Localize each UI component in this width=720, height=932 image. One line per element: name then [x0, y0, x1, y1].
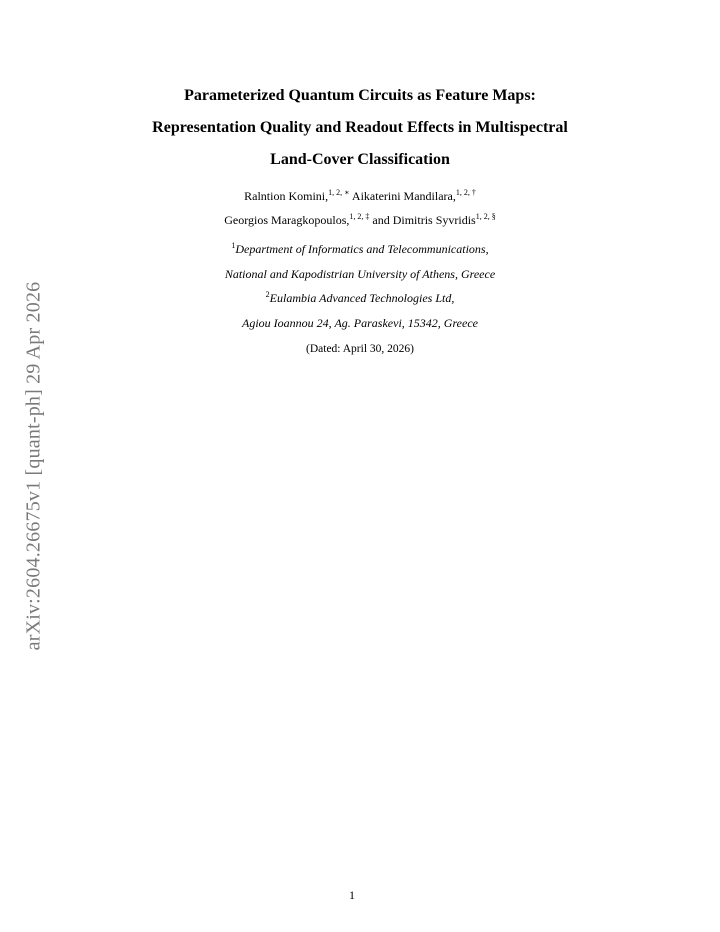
author-affiliation-marks: 1, 2, ∗ [328, 188, 350, 197]
author-affiliation-marks: 1, 2, ‡ [349, 212, 370, 221]
affiliation-text: Agiou Ioannou 24, Ag. Paraskevi, 15342, Greece [242, 315, 478, 330]
affiliation-mark: 1 [231, 241, 236, 250]
title-line: Parameterized Quantum Circuits as Feature Maps: [184, 87, 536, 104]
title-line: Representation Quality and Readout Effects in Multispectral [152, 119, 568, 136]
title-line: Land-Cover Classification [270, 151, 450, 168]
author-name: Aikaterini Mandilara, [351, 189, 456, 203]
affiliation-line [0, 311, 720, 336]
affiliation-line [0, 262, 720, 287]
author-affiliation-marks: 1, 2, § [475, 212, 496, 221]
author-name: Ralntion Komini, [244, 189, 329, 203]
affiliation-text: National and Kapodistrian University of Athens, Greece [224, 266, 496, 281]
author-name: Dimitris Syvridis [392, 213, 476, 227]
author-list [0, 184, 720, 232]
affiliation-text: Eulambia Advanced Technologies Ltd, [269, 291, 455, 305]
author-line [0, 184, 720, 208]
author-name: Georgios Maragkopoulos, [224, 213, 350, 227]
paper-title [0, 80, 720, 176]
author-line [0, 208, 720, 232]
page-number: 1 [349, 888, 355, 902]
author-conjunction: and [372, 213, 390, 227]
affiliation-mark: 2 [265, 290, 270, 299]
author-affiliation-marks: 1, 2, † [455, 188, 476, 197]
affiliation-line [0, 237, 720, 262]
dated-line: (Dated: April 30, 2026) [306, 343, 414, 355]
affiliation-line [0, 286, 720, 311]
arxiv-identifier: arXiv:2604.26675v1 [quant-ph] 29 Apr 2026 [22, 281, 45, 651]
affiliation-list [0, 237, 720, 335]
affiliation-text: Department of Informatics and Telecommunications, [235, 242, 489, 256]
